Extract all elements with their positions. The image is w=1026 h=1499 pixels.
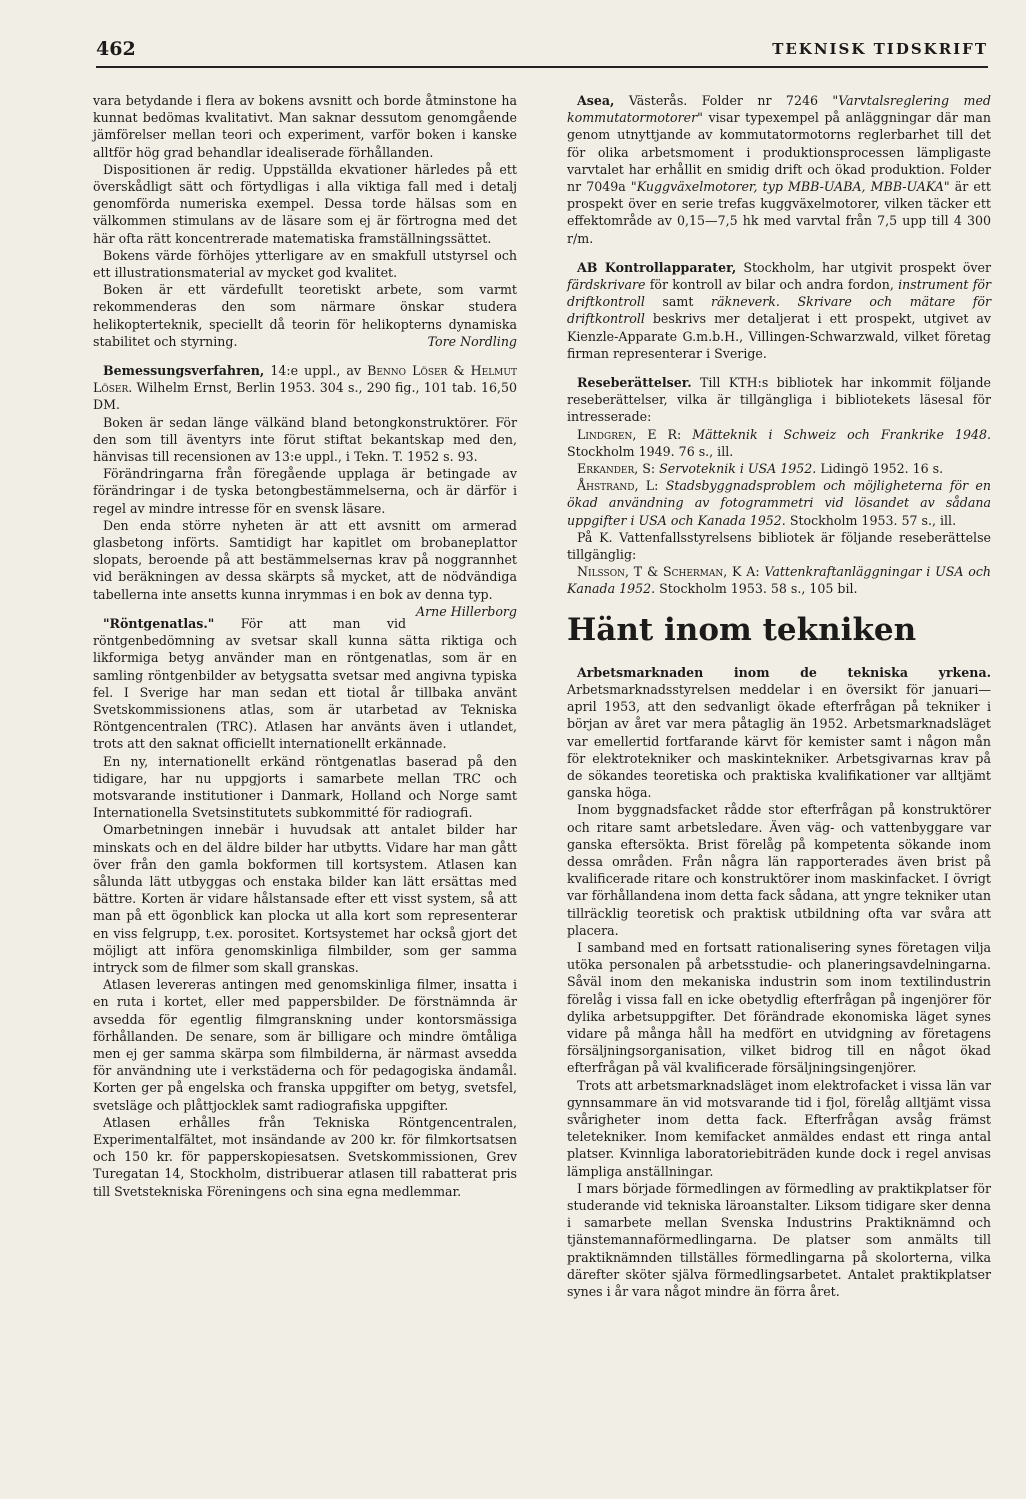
paragraph: Atlasen levereras antingen med genomskinliga filmer, insatta i en ruta i kortet, eller med pappersbilder. De förstnämnda är avsedda för egentlig filmgranskning under kontorsmässiga förhållanden. De senare, som är billigare och mindre ömtåliga men ej ger samma skärpa som filmbilderna, är närmast avsedda för användning ute i verkstäderna och för pedagogiska ändamål. Korten ger på engelska och franska uppgifter om betyg, svetsfel, svetsläge och plåttjocklek samt radiografiska uppgifter.	[93, 977, 517, 1113]
author-name: Helmut Löser	[93, 363, 517, 396]
paragraph: Boken är sedan länge välkänd bland betongkonstruktörer. För den som till äventyrs inte förut stiftat bekantskap med den, hänvisas till recensionen av 13:e uppl., i Tekn. T. 1952 s. 93.	[93, 414, 517, 465]
paragraph: Asea, Västerås. Folder nr 7246 "Varvtalsreglering med kommutatormotorer" visar typexempel på anläggningar där man genom utnyttjande av kommutatormotorns reglerbarhet till det för olika arbetsmoment i produktionsprocessen lämpligaste varvtalet har erhållit en smidig drift och ökad produktion. Folder nr 7049a "Kuggväxelmotorer, typ MBB-UABA, MBB-UAKA" är ett prospekt över en serie trefas kuggväxelmotorer, vilken täcker ett effektområde av 0,15—7,5 hk med varvtal från 7,5 upp till 4 300 r/m.	[567, 93, 991, 246]
paragraph: "Röntgenatlas." För att man vid röntgenbedömning av svetsar skall kunna sätta riktiga och likformiga betyg använder man en röntgenatlas, som är en samling röntgenbilder av betygsatta svetsar med angivna typiska fel. I Sverige har man sedan ett tiotal år tillbaka använt Svetskommissionens atlas, som är utarbetad av Tekniska Röntgencentralen (TRC). Atlasen har använts även i utlandet, trots att den saknat officiellt internationellt erkännade.	[93, 615, 517, 752]
page-number: 462	[96, 38, 136, 60]
signature: Arne Hillerborg	[416, 603, 517, 619]
paragraph: Trots att arbetsmarknadsläget inom elektrofacket i vissa län var gynnsammare än vid motsvarande tid i fjol, förelåg alltjämt vissa svårigheter inom detta fack. Efterfrågan avsåg främst teletekniker. Inom kemifacket anmäldes endast ett ringa antal platser. Kvinnliga laboratoriebiträden kunde dock i regel anvisas lämpliga anställningar.	[567, 1077, 991, 1179]
paragraph: Reseberättelser. Till KTH:s bibliotek har inkommit följande reseberättelser, vilka är tillgängliga i bibliotekets läsesal för intresserade:	[567, 375, 991, 425]
left-column	[93, 92, 517, 1200]
paragraph: Arbetsmarknaden inom de tekniska yrkena. Arbetsmarknadsstyrelsen meddelar i en översikt för januari—april 1953, att den sedvanligt ökade efterfrågan på tekniker i början av året var mera påtaglig än 1952. Arbetsmarknadsläget var emellertid fortfarande kärvt för kemister samt i någon mån för elektrotekniker och maskintekniker. Arbetsgivarnas krav på de sökandes teoretiska och praktiska kvalifikationer var alltjämt ganska höga.	[567, 664, 991, 801]
section-title: Hänt inom tekniken	[567, 611, 917, 648]
reference: Lindgren, E R: Mätteknik i Schweiz och Frankrike 1948. Stockholm 1949. 76 s., ill.	[567, 426, 991, 459]
paragraph: Atlasen erhålles från Tekniska Röntgencentralen, Experimentalfältet, mot insändande av 200 kr. för filmkortsatsen och 150 kr. för papperskopiesatsen. Svetskommissionen, Grev Turegatan 14, Stockholm, distribuerar atlasen till rabatterat pris till Svetstekniska Föreningens och sina egna medlemmar.	[93, 1114, 517, 1199]
paragraph: Boken är ett värdefullt teoretiskt arbete, som varmt rekommenderas den som närmare önskar studera helikopterteknik, speciellt då teorin för helikopterns dynamiska stabilitet och styrning. Tore Nordling	[93, 282, 517, 349]
signature: Tore Nordling	[427, 333, 517, 349]
review-title: Bemessungsverfahren,	[103, 363, 265, 379]
paragraph: Omarbetningen innebär i huvudsak att antalet bilder har minskats och en del äldre bilder har utbytts. Vidare har man gått över från den gamla bokformen till kortsystem. Atlasen kan sålunda lätt utbyggas och enstaka bilder kan lätt ersättas med bättre. Korten är vidare hålstansade efter ett visst system, så att man på ett ögonblick kan plocka ut alla kort som representerar en viss felgrupp, t.ex. porositet. Kortsystemet har också gjort det möjligt att införa genomskinliga filmbilder, som ger samma intryck som de filmer som skall granskas.	[93, 822, 517, 975]
paragraph: I mars började förmedlingen av förmedling av praktikplatser för studerande vid tekniska läroanstalter. Liksom tidigare sker denna i samarbete mellan Svenska Industrins Praktiknämnd och tjänstemannaförmedlingarna. De platser som anmälts till praktiknämnden tillställes förmedlingarna på skolorterna, vilka därefter sköter själva förmedlingsarbetet. Antalet praktikplatser synes i år vara något mindre än förra året.	[567, 1180, 991, 1299]
paragraph: AB Kontrollapparater, Stockholm, har utgivit prospekt över färdskrivare för kontroll av bilar och andra fordon, instrument för driftkontroll samt räkneverk. Skrivare och mätare för driftkontroll beskrivs mer detaljerat i ett prospekt, utgivet av Kienzle-Apparate G.m.b.H., Villingen-Schwarzwald, vilket företag firman representerar i Sverige.	[567, 259, 991, 361]
paragraph: vara betydande i flera av bokens avsnitt och borde åtminstone ha kunnat bedömas kvalitativt. Man saknar dessutom genomgående jämförelser mellan teori och experiment, varför boken i kanske alltför hög grad behandlar idealiserade förhållanden.	[93, 93, 517, 160]
article-heading: Arbetsmarknaden inom de tekniska yrkena.	[577, 664, 991, 680]
review-heading: Bemessungsverfahren, 14:e uppl., av Benno Löser & Helmut Löser. Wilhelm Ernst, Berlin 1953. 304 s., 290 fig., 101 tab. 16,50 DM.	[93, 363, 517, 413]
paragraph: En ny, internationellt erkänd röntgenatlas baserad på den tidigare, har nu uppgjorts i samarbete mellan TRC och motsvarande institutioner i Danmark, Holland och Norge samt Internationella Svetsinstitutets subkommitté för radiografi.	[93, 753, 517, 821]
paragraph: Den enda större nyheten är att ett avsnitt om armerad glasbetong införts. Samtidigt har kapitlet om brobaneplattor slopats, beroende på att bestämmelsernas krav på noggrannhet vid beräkningen av dessa skärpts så mycket, att de nödvändiga tabellerna inte ansetts kunna inrymmas i en bok av denna typ. Arne Hillerborg	[93, 517, 517, 619]
paragraph: På K. Vattenfallsstyrelsens bibliotek är följande reseberättelse tillgänglig:	[567, 529, 991, 563]
paragraph: Förändringarna från föregående upplaga är betingade av förändringar i de tyska betongbestämmelserna, och är därför i regel av mindre intresse för en svensk läsare.	[93, 466, 517, 516]
reference: Nilsson, T & Scherman, K A: Vattenkraftanläggningar i USA och Kanada 1952. Stockholm 1953. 58 s., 105 bil.	[567, 564, 991, 597]
section-label: Reseberättelser.	[577, 375, 692, 391]
paragraph: Inom byggnadsfacket rådde stor efterfrågan på konstruktörer och ritare samt arbetsledare. Även väg- och vattenbyggare var ganska eftersökta. Brist förelåg på kompetenta sökande inom dessa områden. Från några län rapporterades även brist på kvalificerade ritare och konstruktörer inom maskinfacket. I övrigt var förhållandena inom detta fack sådana, att yngre tekniker utan tillräcklig teoretisk och praktisk utbildning ofta var svåra att placera.	[567, 802, 991, 938]
paragraph: Dispositionen är redig. Uppställda ekvationer härledes på ett överskådligt sätt och förtydligas i alla viktiga fall med i detalj genomförda numeriska exempel. Dessa torde hälsas som en välkommen stimulans av de läsare som ej är förtrogna med det här ofta rätt koncentrerade matematiska framställningssättet.	[93, 161, 517, 246]
reference: Erkander, S: Servoteknik i USA 1952. Lidingö 1952. 16 s.	[577, 461, 944, 477]
company-name: AB Kontrollapparater,	[577, 259, 737, 275]
journal-title: TEKNISK TIDSKRIFT	[772, 40, 988, 58]
right-column	[567, 92, 991, 1300]
page-header	[96, 38, 988, 68]
author-name: Benno Löser	[367, 363, 448, 379]
company-name: Asea,	[577, 93, 615, 108]
paragraph: Bokens värde förhöjes ytterligare av en smakfull utstyrsel och ett illustrationsmaterial av mycket god kvalitet.	[93, 247, 517, 281]
reference: Åhstrand, L: Stadsbyggnadsproblem och möjligheterna för en ökad användning av fotogrammetri vid lösandet av sådana uppgifter i USA och Kanada 1952. Stockholm 1953. 57 s., ill.	[567, 478, 991, 528]
review-title: "Röntgenatlas."	[103, 615, 215, 631]
paragraph: I samband med en fortsatt rationalisering synes företagen vilja utöka personalen på arbetsstudie- och planeringsavdelningarna. Såväl inom den mekaniska industrin som inom textilindustrin förelåg i vissa fall en icke obetydlig efterfrågan på ingenjörer för dylika arbetsuppgifter. Det förändrade ekonomiska läget synes vidare på många håll ha medfört en utvidgning av företagens försäljningsorganisation, vilket bidrog till en något ökad efterfrågan på väl kvalificerade försäljningsingenjörer.	[567, 939, 991, 1076]
